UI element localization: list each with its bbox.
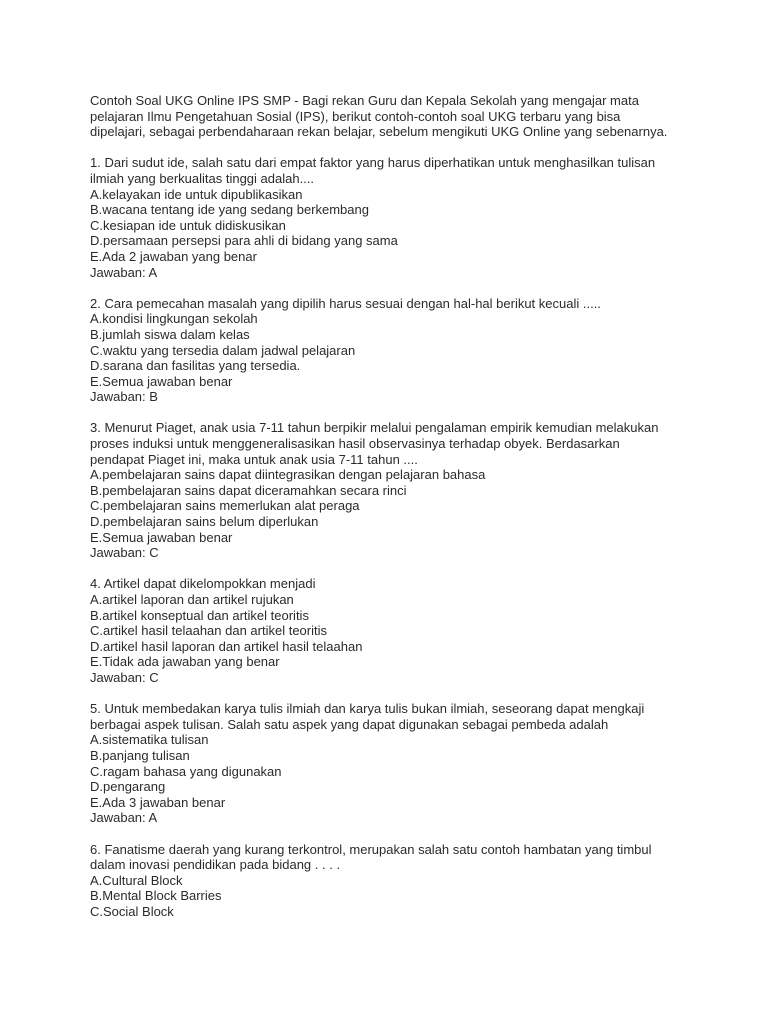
option-e: E.Semua jawaban benar bbox=[90, 529, 233, 545]
answer-line: Jawaban: C bbox=[90, 545, 159, 561]
option-c: C.artikel hasil telaahan dan artikel teoritis bbox=[90, 623, 328, 639]
option-e: E.Ada 3 jawaban benar bbox=[90, 794, 226, 810]
option-c: C.kesiapan ide untuk didiskusikan bbox=[90, 217, 286, 233]
question-text: 2. Cara pemecahan masalah yang dipilih harus sesuai dengan hal-hal berikut kecuali ..... bbox=[90, 295, 601, 311]
question-block-4 bbox=[90, 576, 730, 685]
answer-line: Jawaban: A bbox=[90, 264, 158, 280]
question-block-1 bbox=[90, 155, 730, 280]
option-c: C.Social Block bbox=[90, 903, 174, 919]
option-d: D.sarana dan fasilitas yang tersedia. bbox=[90, 358, 301, 374]
option-c: C.ragam bahasa yang digunakan bbox=[90, 763, 282, 779]
option-b: B.wacana tentang ide yang sedang berkembang bbox=[90, 202, 369, 218]
question-text: 3. Menurut Piaget, anak usia 7-11 tahun berpikir melalui pengalaman empirik kemudian melakukan bbox=[90, 420, 659, 436]
intro-paragraph bbox=[90, 93, 730, 140]
question-block-6 bbox=[90, 842, 730, 920]
option-b: B.jumlah siswa dalam kelas bbox=[90, 326, 250, 342]
option-d: D.pengarang bbox=[90, 779, 166, 795]
question-block-5 bbox=[90, 701, 730, 826]
option-b: B.pembelajaran sains dapat diceramahkan secara rinci bbox=[90, 482, 407, 498]
option-a: A.sistematika tulisan bbox=[90, 732, 209, 748]
option-d: D.persamaan persepsi para ahli di bidang yang sama bbox=[90, 233, 398, 249]
option-d: D.pembelajaran sains belum diperlukan bbox=[90, 514, 319, 530]
question-text: ilmiah yang berkualitas tinggi adalah.... bbox=[90, 170, 315, 186]
option-a: A.kelayakan ide untuk dipublikasikan bbox=[90, 186, 303, 202]
intro-line: dipelajari, sebagai perbendaharaan rekan belajar, sebelum mengikuti UKG Online yang sebenarnya. bbox=[90, 124, 668, 140]
option-b: B.artikel konseptual dan artikel teoritis bbox=[90, 607, 309, 623]
option-b: B.panjang tulisan bbox=[90, 747, 190, 763]
intro-line: pelajaran Ilmu Pengetahuan Sosial (IPS), berikut contoh-contoh soal UKG terbaru yang bisa bbox=[90, 108, 621, 124]
answer-line: Jawaban: C bbox=[90, 669, 159, 685]
question-text: 1. Dari sudut ide, salah satu dari empat faktor yang harus diperhatikan untuk menghasilkan tulisan bbox=[90, 155, 656, 171]
question-text: berbagai aspek tulisan. Salah satu aspek yang dapat digunakan sebagai pembeda adalah bbox=[90, 716, 609, 732]
document-page bbox=[90, 93, 730, 919]
question-block-3 bbox=[90, 420, 730, 560]
question-text: pendapat Piaget ini, maka untuk anak usia 7-11 tahun .... bbox=[90, 451, 418, 467]
option-e: E.Semua jawaban benar bbox=[90, 373, 233, 389]
option-e: E.Tidak ada jawaban yang benar bbox=[90, 654, 280, 670]
option-e: E.Ada 2 jawaban yang benar bbox=[90, 248, 257, 264]
question-text: 5. Untuk membedakan karya tulis ilmiah dan karya tulis bukan ilmiah, seseorang dapat mengkaji bbox=[90, 701, 645, 717]
question-text: dalam inovasi pendidikan pada bidang . . . . bbox=[90, 857, 341, 873]
question-block-2 bbox=[90, 296, 730, 405]
question-text: 4. Artikel dapat dikelompokkan menjadi bbox=[90, 576, 316, 592]
option-c: C.pembelajaran sains memerlukan alat peraga bbox=[90, 498, 360, 514]
option-d: D.artikel hasil laporan dan artikel hasil telaahan bbox=[90, 638, 363, 654]
option-c: C.waktu yang tersedia dalam jadwal pelajaran bbox=[90, 342, 356, 358]
question-text: 6. Fanatisme daerah yang kurang terkontrol, merupakan salah satu contoh hambatan yang timbul bbox=[90, 841, 652, 857]
answer-line: Jawaban: A bbox=[90, 810, 158, 826]
option-a: A.artikel laporan dan artikel rujukan bbox=[90, 592, 294, 607]
option-b: B.Mental Block Barries bbox=[90, 888, 222, 904]
answer-line: Jawaban: B bbox=[90, 389, 158, 405]
question-text: proses induksi untuk menggeneralisasikan hasil observasinya terhadap obyek. Berdasarkan bbox=[90, 436, 620, 452]
option-a: A.pembelajaran sains dapat diintegrasikan dengan pelajaran bahasa bbox=[90, 467, 486, 483]
intro-line: Contoh Soal UKG Online IPS SMP - Bagi rekan Guru dan Kepala Sekolah yang mengajar mata bbox=[90, 93, 639, 108]
option-a: A.Cultural Block bbox=[90, 872, 183, 888]
option-a: A.kondisi lingkungan sekolah bbox=[90, 311, 258, 327]
